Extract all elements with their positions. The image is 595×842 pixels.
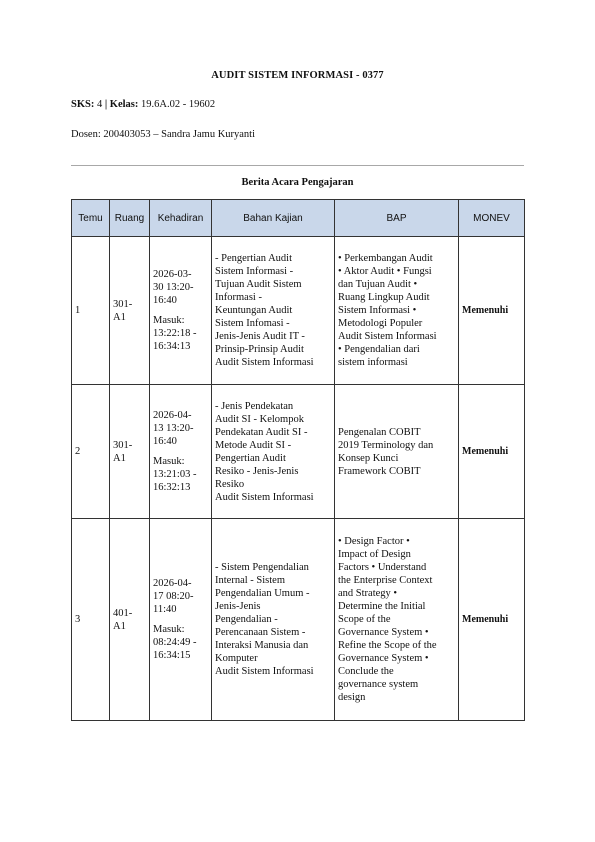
bahan-line: Pengendalian -: [215, 614, 278, 625]
bahan-line: - Pengertian Audit: [215, 253, 292, 264]
bap-line: Factors • Understand: [338, 562, 427, 573]
bahan-line: Resiko - Jenis-Jenis: [215, 465, 299, 477]
bap-line: Audit Sistem Informasi: [338, 331, 437, 342]
cell-bahan-kajian: [212, 385, 335, 519]
ruang-line: A1: [113, 452, 126, 464]
header-bahan-kajian: Bahan Kajian: [212, 200, 335, 237]
bap-line: • Aktor Audit • Fungsi: [338, 266, 432, 277]
ruang-line: 301-: [113, 439, 133, 451]
sks-label: SKS:: [71, 99, 95, 110]
bap-line: Refine the Scope of the: [338, 640, 437, 651]
table-body: [72, 237, 525, 721]
schedule-line: 11:40: [153, 604, 177, 615]
bap-line: and Strategy •: [338, 588, 398, 599]
cell-temu: 1: [72, 237, 110, 385]
table-row: [72, 237, 525, 385]
attendance-line: Masuk:: [153, 624, 185, 635]
attendance-line: Masuk:: [153, 456, 185, 467]
spacer: [153, 448, 208, 455]
header-ruang: Ruang: [110, 200, 150, 237]
bap-line: Framework COBIT: [338, 465, 421, 477]
ruang-line: 401-: [113, 607, 133, 619]
bahan-line: Pengendalian Umum -: [215, 588, 310, 599]
bahan-line: Pendekatan Audit SI -: [215, 426, 308, 438]
cell-kehadiran: [150, 519, 212, 721]
bap-line: governance system: [338, 679, 419, 690]
ruang-line: A1: [113, 311, 126, 323]
bap-line: Governance System •: [338, 627, 429, 638]
bap-line: Conclude the: [338, 666, 394, 677]
header-monev: MONEV: [459, 200, 525, 237]
cell-monev: Memenuhi: [459, 385, 525, 519]
bap-line: Pengenalan COBIT: [338, 426, 421, 438]
cell-monev: Memenuhi: [459, 519, 525, 721]
bahan-line: Audit Sistem Informasi: [215, 491, 314, 503]
bap-line: the Enterprise Context: [338, 575, 433, 586]
bahan-line: Jenis-Jenis Audit IT -: [215, 331, 305, 342]
section-title: Berita Acara Pengajaran: [241, 177, 354, 188]
cell-bap: [335, 237, 459, 385]
cell-temu: 3: [72, 519, 110, 721]
bahan-line: Pengertian Audit: [215, 452, 286, 464]
bahan-line: Sistem Infomasi -: [215, 318, 290, 329]
bap-line: Ruang Lingkup Audit: [338, 292, 430, 303]
bap-line: • Pengendalian dari: [338, 344, 420, 355]
table-row: [72, 519, 525, 721]
cell-ruang: [110, 237, 150, 385]
bahan-line: Sistem Informasi -: [215, 266, 294, 277]
cell-temu: 2: [72, 385, 110, 519]
attendance-line: 16:34:15: [153, 650, 191, 661]
bap-line: design: [338, 692, 366, 703]
cell-kehadiran: [150, 237, 212, 385]
header-kehadiran: Kehadiran: [150, 200, 212, 237]
bahan-line: Tujuan Audit Sistem: [215, 279, 302, 290]
cell-bahan-kajian: [212, 237, 335, 385]
schedule-line: 2026-03-: [153, 269, 192, 280]
schedule-line: 2026-04-: [153, 410, 192, 421]
bahan-line: Informasi -: [215, 292, 262, 303]
schedule-line: 13 13:20-: [153, 423, 194, 434]
schedule-line: 16:40: [153, 295, 177, 306]
bap-line: • Perkembangan Audit: [338, 253, 433, 264]
attendance-line: 08:24:49 -: [153, 637, 197, 648]
bahan-line: Jenis-Jenis: [215, 601, 261, 612]
bahan-line: - Jenis Pendekatan: [215, 400, 294, 412]
bahan-line: Interaksi Manusia dan: [215, 640, 309, 651]
bap-line: Impact of Design: [338, 549, 411, 560]
divider: [71, 165, 524, 166]
cell-ruang: [110, 519, 150, 721]
bahan-line: Audit SI - Kelompok: [215, 413, 304, 425]
bap-line: Sistem Informasi •: [338, 305, 417, 316]
cell-bap: [335, 385, 459, 519]
ruang-line: 301-: [113, 298, 133, 310]
separator: |: [104, 99, 108, 110]
dosen-label: Dosen:: [71, 129, 101, 140]
bap-line: dan Tujuan Audit •: [338, 279, 418, 290]
attendance-line: 13:21:03 -: [153, 469, 197, 480]
attendance-line: 16:32:13: [153, 482, 191, 493]
bap-line: sistem informasi: [338, 357, 408, 368]
attendance-line: 16:34:13: [153, 341, 191, 352]
bahan-line: - Sistem Pengendalian: [215, 562, 309, 573]
kelas-value: 19.6A.02 - 19602: [140, 99, 216, 110]
spacer: [153, 616, 208, 623]
cell-bahan-kajian: [212, 519, 335, 721]
bap-line: Konsep Kunci: [338, 452, 399, 464]
bahan-line: Komputer: [215, 653, 258, 664]
kelas-label: Kelas:: [109, 99, 139, 110]
teaching-report-table: [71, 199, 525, 721]
bap-line: Scope of the: [338, 614, 391, 625]
bahan-line: Metode Audit SI -: [215, 439, 292, 451]
bap-line: • Design Factor •: [338, 536, 410, 547]
bap-line: 2019 Terminology dan: [338, 439, 434, 451]
spacer: [153, 307, 208, 314]
sks-value: 4: [96, 99, 103, 110]
attendance-line: 13:22:18 -: [153, 328, 197, 339]
bahan-line: Keuntungan Audit: [215, 305, 293, 316]
cell-monev: Memenuhi: [459, 237, 525, 385]
attendance-line: Masuk:: [153, 315, 185, 326]
header-temu: Temu: [72, 200, 110, 237]
cell-ruang: [110, 385, 150, 519]
bap-line: Governance System •: [338, 653, 429, 664]
bahan-line: Audit Sistem Informasi: [215, 357, 314, 368]
schedule-line: 16:40: [153, 436, 177, 447]
bahan-line: Audit Sistem Informasi: [215, 666, 314, 677]
cell-kehadiran: [150, 385, 212, 519]
cell-bap: [335, 519, 459, 721]
schedule-line: 17 08:20-: [153, 591, 194, 602]
schedule-line: 30 13:20-: [153, 282, 194, 293]
ruang-line: A1: [113, 620, 126, 632]
schedule-line: 2026-04-: [153, 578, 192, 589]
bap-line: Metodologi Populer: [338, 318, 423, 329]
bap-line: Determine the Initial: [338, 601, 426, 612]
lecturer-line: [71, 129, 255, 140]
bahan-line: Prinsip-Prinsip Audit: [215, 344, 304, 355]
table-header-row: [72, 200, 525, 237]
bahan-line: Internal - Sistem: [215, 575, 285, 586]
table-row: [72, 385, 525, 519]
header-bap: BAP: [335, 200, 459, 237]
page-title: AUDIT SISTEM INFORMASI - 0377: [211, 70, 384, 81]
dosen-value: 200403053 – Sandra Jamu Kuryanti: [103, 129, 256, 140]
bahan-line: Perencanaan Sistem -: [215, 627, 306, 638]
class-info-line: [71, 99, 215, 110]
bahan-line: Resiko: [215, 478, 245, 490]
